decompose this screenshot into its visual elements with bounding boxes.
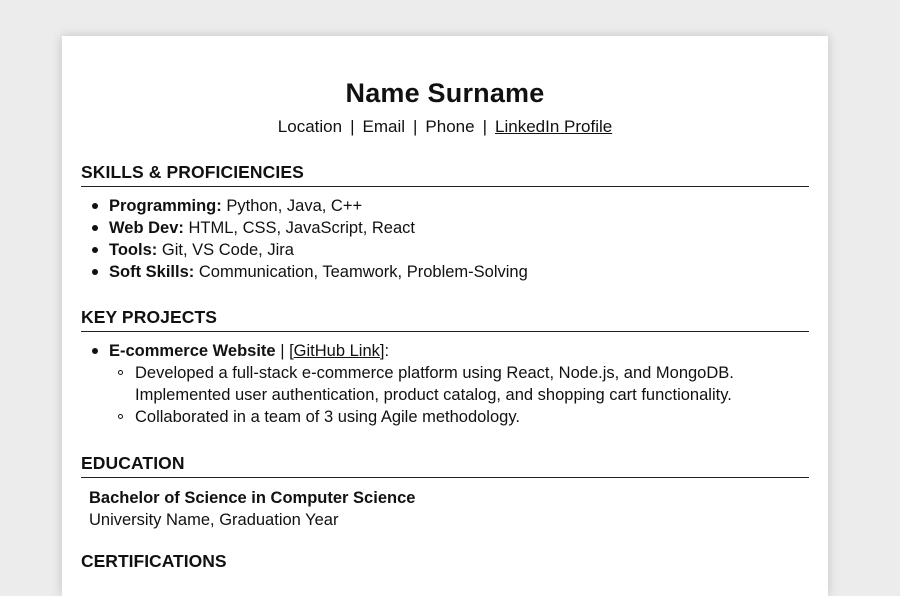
section-title-education: EDUCATION: [81, 453, 809, 478]
contact-separator: |: [350, 117, 355, 136]
section-title-certifications: CERTIFICATIONS: [81, 551, 227, 571]
contact-separator: |: [482, 117, 488, 136]
skill-value: Git, VS Code, Jira: [161, 241, 294, 259]
skills-section: [81, 162, 809, 283]
skill-value: Python, Java, C++: [226, 197, 363, 215]
resume-name: Name Surname: [345, 78, 545, 108]
skill-label: Soft Skills:: [109, 263, 195, 281]
section-title-projects: KEY PROJECTS: [81, 307, 809, 332]
project-name: E-commerce Website: [109, 342, 276, 360]
skill-item: [81, 261, 809, 283]
projects-section: [81, 307, 809, 428]
link-bracket-close: ]:: [379, 342, 390, 360]
degree: Bachelor of Science in Computer Science: [89, 489, 416, 507]
resume-page: [62, 36, 828, 596]
link-bracket-open: [: [289, 342, 294, 360]
skill-label: Tools:: [109, 241, 158, 259]
contact-separator: |: [413, 117, 418, 136]
contact-location: Location: [277, 117, 343, 136]
project-detail: Collaborated in a team of 3 using Agile methodology.: [109, 406, 809, 428]
education-section: [81, 453, 809, 531]
skill-label: Web Dev:: [109, 219, 184, 237]
section-title-skills: SKILLS & PROFICIENCIES: [81, 162, 809, 187]
skill-value: Communication, Teamwork, Problem-Solving: [198, 263, 528, 281]
contact-phone: Phone: [425, 117, 475, 136]
project-item: [81, 340, 809, 428]
github-link[interactable]: GitHub Link: [293, 342, 380, 360]
skill-item: [81, 217, 809, 239]
project-detail: Developed a full-stack e-commerce platform using React, Node.js, and MongoDB. Implemented user authentication, product catalog, and shopping cart functionality.: [109, 362, 809, 406]
project-separator: |: [275, 342, 290, 360]
education-entry: [89, 487, 809, 531]
linkedin-link[interactable]: LinkedIn Profile: [495, 117, 613, 136]
contact-line: [62, 117, 828, 137]
skill-value: HTML, CSS, JavaScript, React: [188, 219, 415, 237]
projects-list: [81, 340, 809, 428]
skills-list: [81, 195, 809, 283]
skill-item: [81, 195, 809, 217]
skill-item: [81, 239, 809, 261]
contact-email: Email: [362, 117, 405, 136]
skill-label: Programming:: [109, 197, 222, 215]
school: University Name, Graduation Year: [89, 511, 339, 529]
project-details: [109, 362, 809, 428]
